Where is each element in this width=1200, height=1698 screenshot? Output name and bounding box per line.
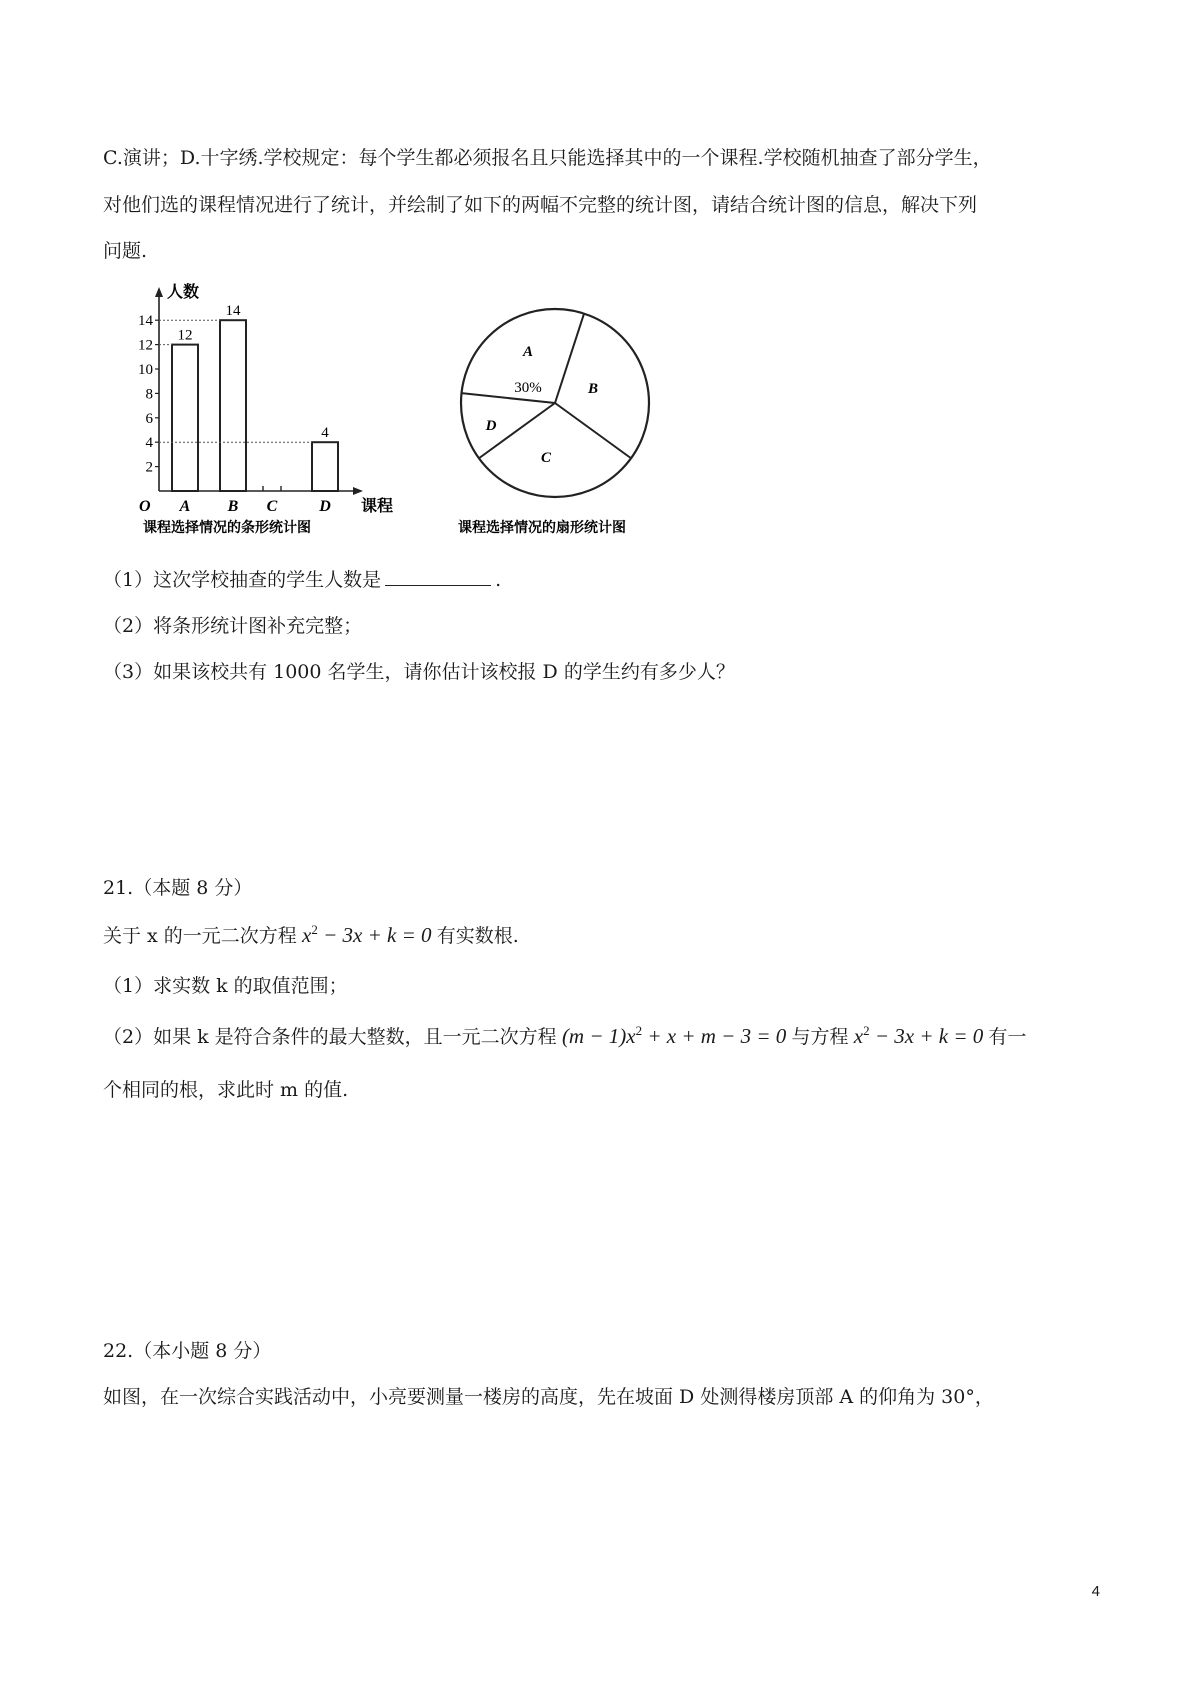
equation-3: $x^2 - 3x + k = 0$ — [848, 1023, 989, 1048]
bar-value-label: 14 — [225, 303, 241, 320]
q20-part-1-text: （1）这次学校抽查的学生人数是 — [103, 569, 382, 591]
y-axis-arrow — [155, 287, 163, 297]
bar-chart — [125, 275, 405, 545]
bar-B — [220, 320, 246, 491]
q21-header: 21.（本题 8 分） — [103, 877, 253, 899]
category-label-C: C — [266, 498, 278, 515]
q21-part-2-end: 有一 — [988, 1026, 1027, 1048]
category-label-A: A — [179, 498, 191, 515]
slice-label-A: A — [522, 344, 534, 360]
bar-value-label: 12 — [177, 327, 193, 344]
q21-stem-text: 关于 x 的一元二次方程 — [103, 925, 297, 947]
q21-part-2-text: （2）如果 k 是符合条件的最大整数，且一元二次方程 — [103, 1026, 557, 1048]
y-tick-label: 10 — [138, 362, 153, 378]
intro-line-2: 对他们选的课程情况进行了统计，并绘制了如下的两幅不完整的统计图，请结合统计图的信息，解决下列 — [103, 194, 978, 216]
pie-chart-caption: 课程选择情况的扇形统计图 — [458, 520, 626, 536]
origin-label: O — [139, 498, 151, 515]
bar-D — [312, 442, 338, 491]
slice-label-C: C — [540, 450, 552, 466]
q22-header: 22.（本小题 8 分） — [103, 1340, 272, 1362]
q20-part-2: （2）将条形统计图补充完整； — [103, 615, 363, 637]
bar-value-label: 4 — [321, 425, 329, 442]
slice-label-D: D — [485, 418, 497, 434]
category-label-D: D — [319, 498, 331, 515]
q20-part-3: （3）如果该校共有 1000 名学生，请你估计该校报 D 的学生约有多少人？ — [103, 661, 735, 683]
slice-percent-A: 30% — [514, 380, 542, 396]
bar-A — [172, 345, 198, 491]
category-label-B: B — [227, 498, 239, 515]
y-axis-label: 人数 — [167, 284, 200, 301]
equation-2: $(m - 1)x^2 + x + m - 3 = 0$ — [556, 1023, 792, 1048]
y-tick-label: 2 — [145, 459, 153, 476]
y-tick-label: 12 — [138, 337, 153, 354]
bar-chart-caption: 课程选择情况的条形统计图 — [143, 520, 311, 536]
y-tick-label: 4 — [145, 435, 153, 452]
q21-stem-end: 有实数根. — [436, 925, 519, 947]
q21-stem — [103, 921, 519, 948]
y-tick-label: 8 — [145, 386, 153, 403]
pie-chart — [440, 300, 680, 545]
q21-part-1: （1）求实数 k 的取值范围； — [103, 975, 348, 997]
intro-line-3: 问题. — [103, 240, 148, 262]
answer-blank[interactable] — [385, 569, 491, 586]
q20-part-1 — [103, 565, 501, 592]
q21-part-2 — [103, 1022, 1027, 1049]
q22-stem: 如图，在一次综合实践活动中，小亮要测量一楼房的高度，先在坡面 D 处测得楼房顶部 A 的仰角为 30°， — [103, 1386, 994, 1408]
page-number: 4 — [1091, 1583, 1100, 1600]
x-axis-label: 课程 — [361, 498, 394, 515]
intro-line-1: C.演讲；D.十字绣.学校规定：每个学生都必须报名且只能选择其中的一个课程.学校随机抽查了部分学生， — [103, 147, 992, 169]
y-tick-label: 14 — [138, 313, 153, 330]
q21-part-2-mid: 与方程 — [791, 1026, 849, 1048]
q21-part-2-cont: 个相同的根，求此时 m 的值. — [103, 1079, 349, 1101]
x-axis-arrow — [353, 487, 363, 495]
pie-divider — [555, 403, 631, 458]
equation-1: $x^2 - 3x + k = 0$ — [296, 922, 437, 947]
pie-divider — [555, 314, 584, 403]
slice-label-B: B — [587, 381, 599, 397]
q20-part-1-end: . — [495, 569, 502, 591]
y-tick-label: 6 — [145, 410, 153, 427]
